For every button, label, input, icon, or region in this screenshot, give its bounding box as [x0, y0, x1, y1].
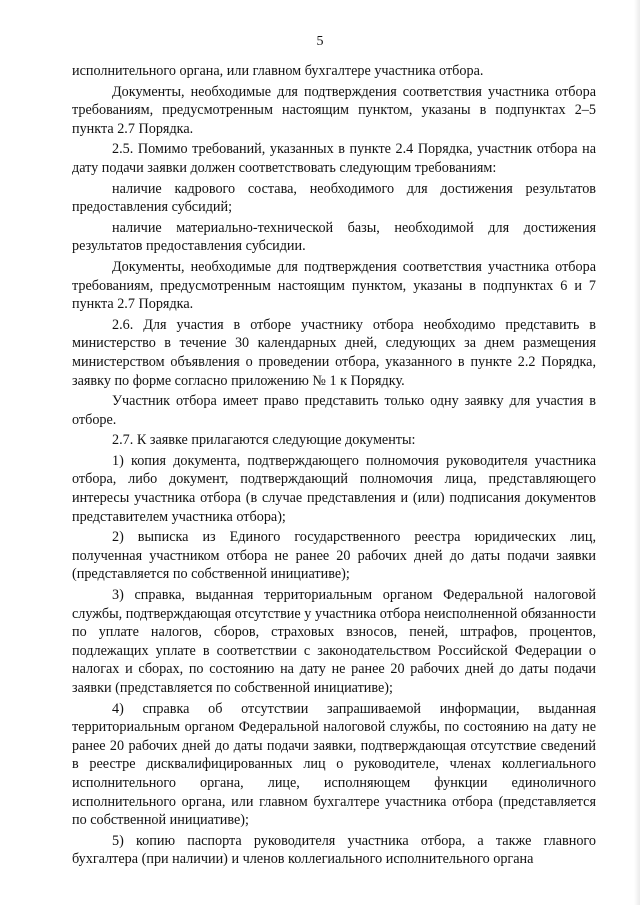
list-item-4: 4) справка об отсутствии запрашиваемой информации, выданная территориальным органом Федеральной налоговой службы, по состоянию на дату не ранее 20 рабочих дней до даты подачи заявки, подтверждающая отсутствие сведений в реестре дисквалифицированных лиц о руководителе, членах коллегиального исполнительного органа, лице, исполняющем функции единоличного исполнительного органа, или главном бухгалтере участника отбора (представляется по собственной инициативе);	[72, 700, 596, 829]
paragraph-clause-2-6: 2.6. Для участия в отборе участнику отбора необходимо представить в министерство в течение 30 календарных дней, следующих за днем размещения министерством объявления о проведении отбора, указанного в пункте 2.2 Порядка, заявку по форме согласно приложению № 1 к Порядку.	[72, 316, 596, 389]
list-item-5: 5) копию паспорта руководителя участника отбора, а также главного бухгалтера (при наличии) и членов коллегиального исполнительного органа	[72, 832, 596, 868]
paragraph-clause-2-7: 2.7. К заявке прилагаются следующие документы:	[112, 432, 416, 449]
paragraph-material-base-requirement: наличие материально-технической базы, необходимой для достижения результатов предоставления субсидии.	[72, 219, 596, 255]
list-item-2: 2) выписка из Единого государственного реестра юридических лиц, полученная участником отбора не ранее 20 рабочих дней до даты подачи заявки (представляется по собственной инициативе);	[72, 529, 596, 583]
paragraph-clause-2-5: 2.5. Помимо требований, указанных в пункте 2.4 Порядка, участник отбора на дату подачи заявки должен соответствовать следующим требованиям:	[72, 141, 596, 176]
paragraph-staff-requirement: наличие кадрового состава, необходимого для достижения результатов предоставления субсидий;	[72, 180, 596, 216]
paragraph-one-application: Участник отбора имеет право представить только одну заявку для участия в отборе.	[72, 393, 596, 428]
paragraph-documents-2-4: Документы, необходимые для подтверждения соответствия участника отбора требованиям, предусмотренным настоящим пунктом, указаны в подпунктах 2–5 пункта 2.7 Порядка.	[72, 83, 596, 137]
paragraph-continuation: исполнительного органа, или главном бухгалтере участника отбора.	[72, 63, 484, 79]
scan-edge-shadow	[634, 0, 640, 905]
paragraph-documents-2-5: Документы, необходимые для подтверждения соответствия участника отбора требованиям, предусмотренным настоящим пунктом, указаны в подпунктах 6 и 7 пункта 2.7 Порядка.	[72, 258, 596, 313]
page-number: 5	[316, 34, 324, 49]
list-item-3: 3) справка, выданная территориальным органом Федеральной налоговой службы, подтверждающая отсутствие у участника отбора неисполненной обязанности по уплате налогов, сборов, страховых взносов, пеней, штрафов, процентов, подлежащих уплате в соответствии с законодательством Российской Федерации о налогах и сборах, по состоянию на дату не ранее 20 рабочих дней до даты подачи заявки (представляется по собственной инициативе);	[72, 587, 596, 696]
document-body	[72, 62, 596, 871]
list-item-1: 1) копия документа, подтверждающего полномочия руководителя участника отбора, либо документ, подтверждающий полномочия лица, представляющего интересы участника отбора (в случае представления и (или) подписания документов представителем участника отбора);	[72, 452, 596, 525]
